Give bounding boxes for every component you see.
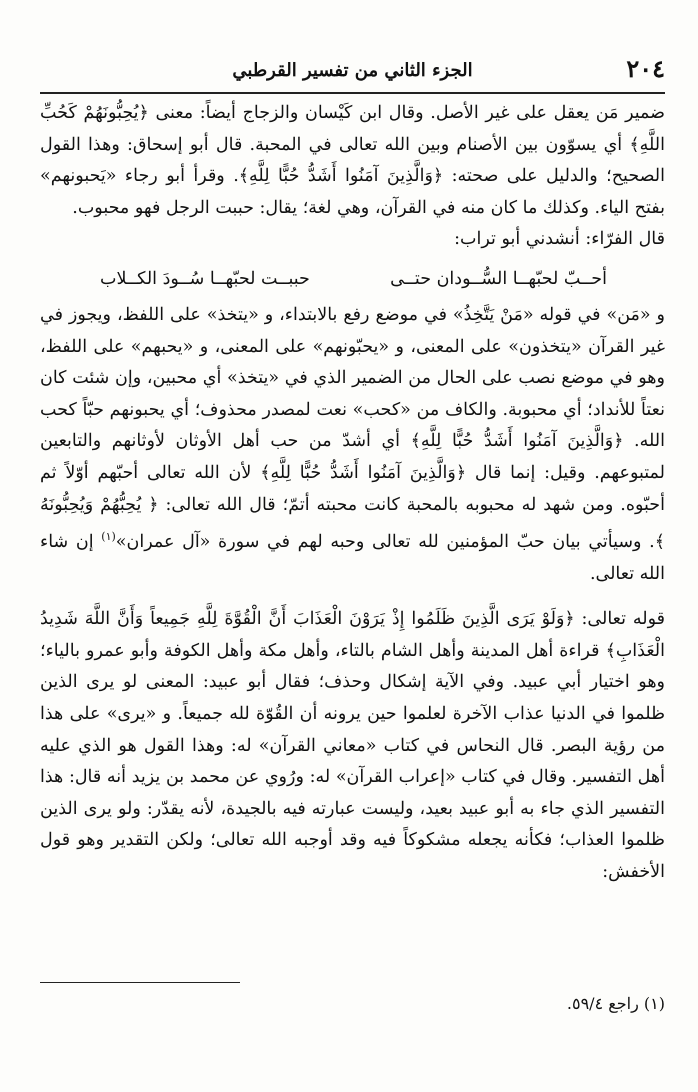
- page-number: ٢٠٤: [626, 54, 665, 83]
- paragraph-3-text: و «مَن» في قوله «مَنْ يَتَّخِذُ» في موضع رفع بالابتداء، و «يتخذ» على اللفظ، ويجوز في غير القرآن «يتخذون» على المعنى، و «يحبّونهم» على المعنى، و «يحبهم» على اللفظ، وهو في موضع نصب على الحال من الضمير الذي في «يتخذ» أي محبين، وإن شئت كان نعتاً للأنداد؛ أي محبوبة. والكاف من «كحب» نعت لمصدر محذوف؛ أي يحبونهم حبّاً كحب الله. ﴿وَالَّذِينَ آمَنُوا أَشَدُّ حُبًّا لِلَّهِ﴾ أي أشدّ من حب أهل الأوثان لأوثانهم والتابعين لمتبوعهم. وقيل: إنما قال ﴿وَالَّذِينَ آمَنُوا أَشَدُّ حُبًّا لِلَّهِ﴾ لأن الله تعالى أحبّهم أوّلاً ثم أحبّوه. ومن شهد له محبوبه بالمحبة كانت محبته أتمّ؛ قال الله تعالى: ﴿ يُحِبُّهُمْ وَيُحِبُّونَهُ ﴾. وسيأتي بيان حبّ المؤمنين لله تعالى وحبه لهم في سورة «آل عمران»: [40, 304, 665, 552]
- poem-second-hemistich: حببــت لحبّهــا سُــودَ الكــلاب: [100, 268, 310, 289]
- paragraph-2: قال الفرّاء: أنشدني أبو تراب:: [454, 229, 665, 250]
- paragraph-1: ضمير مَن يعقل على غير الأصل. وقال ابن كَيْسان والزجاج أيضاً: معنى ﴿يُحِبُّونَهُمْ كَحُبِّ اللَّهِ﴾ أي يسوّون بين الأصنام وبين الله تعالى في المحبة. قال أبو إسحاق: وهذا القول الصحيح؛ والدليل على صحته: ﴿وَالَّذِينَ آمَنُوا أَشَدُّ حُبًّا لِلَّهِ﴾. وقرأ أبو رجاء «يَحبونهم» بفتح الياء. وكذلك ما كان منه في القرآن، وهي لغة؛ يقال: حببت الرجل فهو محبوب.: [40, 103, 665, 218]
- page-header: [40, 50, 665, 94]
- paragraph-3-end: إن شاء الله تعالى.: [40, 531, 665, 584]
- paragraph-4: قوله تعالى: ﴿وَلَوْ يَرَى الَّذِينَ ظَلَمُوا إِذْ يَرَوْنَ الْعَذَابَ أَنَّ الْقُوَّةَ لِلَّهِ جَمِيعاً وَأَنَّ اللَّهَ شَدِيدُ الْعَذَابِ﴾ قراءة أهل المدينة وأهل الشام بالتاء، وأهل مكة وأهل الكوفة وأبو عمرو بالياء؛ وهو اختيار أبي عبيد. وفي الآية إشكال وحذف؛ فقال أبو عبيد: المعنى لو يرى الذين ظلموا في الدنيا عذاب الآخرة لعلموا حين يرونه أن القُوّة لله جميعاً. و «يرى» على هذا من رؤية البصر. قال النحاس في كتاب «معاني القرآن» له: وهذا القول هو الذي عليه أهل التفسير. وقال في كتاب «إعراب القرآن» له: ورُوي عن محمد بن يزيد أنه قال: هذا التفسير الذي جاء به أبو عبيد بعيد، وليست عبارته فيه بالجيدة، لأنه يقدّر: ولو يرى الذين ظلموا العذاب؛ فكأنه يجعله مشكوكاً فيه وقد أوجبه الله تعالى؛ ولكن التقدير وهو قول الأخفش:: [40, 609, 665, 882]
- poem-verse: [40, 264, 665, 294]
- paragraph-3: [40, 300, 665, 590]
- footnote-reference: (١): [101, 530, 116, 544]
- footnote-divider: [40, 982, 240, 983]
- running-title: الجزء الثاني من تفسير القرطبي: [232, 60, 473, 81]
- poem-first-hemistich: أحــبّ لحبّهــا السُّــودان حتــى: [390, 268, 607, 289]
- footnote: (١) راجع ٥٩/٤.: [566, 994, 665, 1013]
- body-text: [40, 98, 665, 888]
